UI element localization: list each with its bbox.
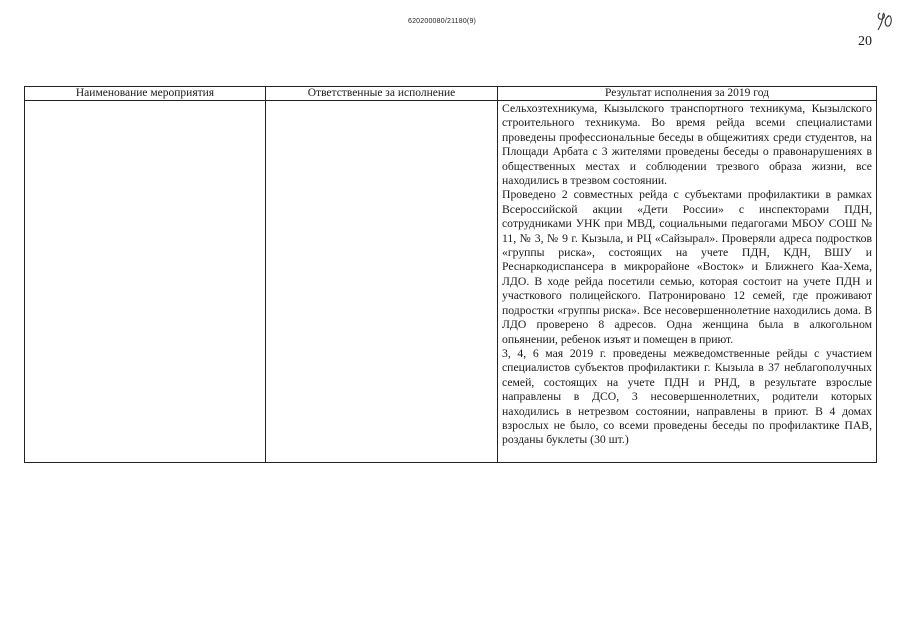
result-paragraph: Сельхозтехникума, Кызылского транспортного техникума, Кызылского строительного техникума. Во время рейда всеми специалистами проведены профессиональные беседы в общежитиях среди студентов, на Площади Арбата с 3 жителями проведены беседы о правонарушениях в общественных местах и соблюдении трезвого образа жизни, все находились в трезвом состоянии. — [502, 102, 872, 188]
result-paragraph: Проведено 2 совместных рейда с субъектами профилактики в рамках Всероссийской акции «Дети России» с инспекторами ПДН, сотрудниками УНК при МВД, социальными педагогами МБОУ СОШ № 11, № 3, № 9 г. Кызыла, и РЦ «Сайзырал». Проверяли адреса подростков «группы риска», состоящих на учете ПДН, КДН, ВШУ и Реснаркодиспансера в микрорайоне «Восток» и Ближнего Каа-Хема, ЛДО. В ходе рейда посетили семью, которая состоит на учете ПДН и участкового полицейского. Патронировано 12 семей, где проживают подростки «группы риска». Все несовершеннолетние находились дома. В ЛДО проверено 8 адресов. Одна женщина была в алкогольном опьянении, ребенок изъят и помещен в приют. — [502, 188, 872, 346]
results-table — [24, 86, 877, 463]
event-cell — [25, 101, 266, 463]
column-header-result: Результат исполнения за 2019 год — [498, 87, 877, 101]
document-code: 620200080/21180(9) — [408, 18, 477, 25]
result-paragraph: 3, 4, 6 мая 2019 г. проведены межведомственные рейды с участием специалистов субъектов профилактики г. Кызыла в 37 неблагополучных семей, состоящих на учете ПДН и РНД, в результате взрослые направлены в ДСО, 3 несовершеннолетних, родители которых находились в нетрезвом состоянии, направлены в приют. В 4 домах взрослых не было, со всеми проведены беседы по профилактике ПАВ, розданы буклеты (30 шт.) — [502, 346, 872, 447]
page-number: 20 — [858, 34, 872, 49]
column-header-responsible: Ответственные за исполнение — [266, 87, 498, 101]
table-row — [25, 101, 877, 463]
handwritten-page-mark — [875, 10, 895, 36]
result-cell — [498, 101, 877, 463]
responsible-cell — [266, 101, 498, 463]
table-header-row — [25, 87, 877, 101]
column-header-event: Наименование мероприятия — [25, 87, 266, 101]
